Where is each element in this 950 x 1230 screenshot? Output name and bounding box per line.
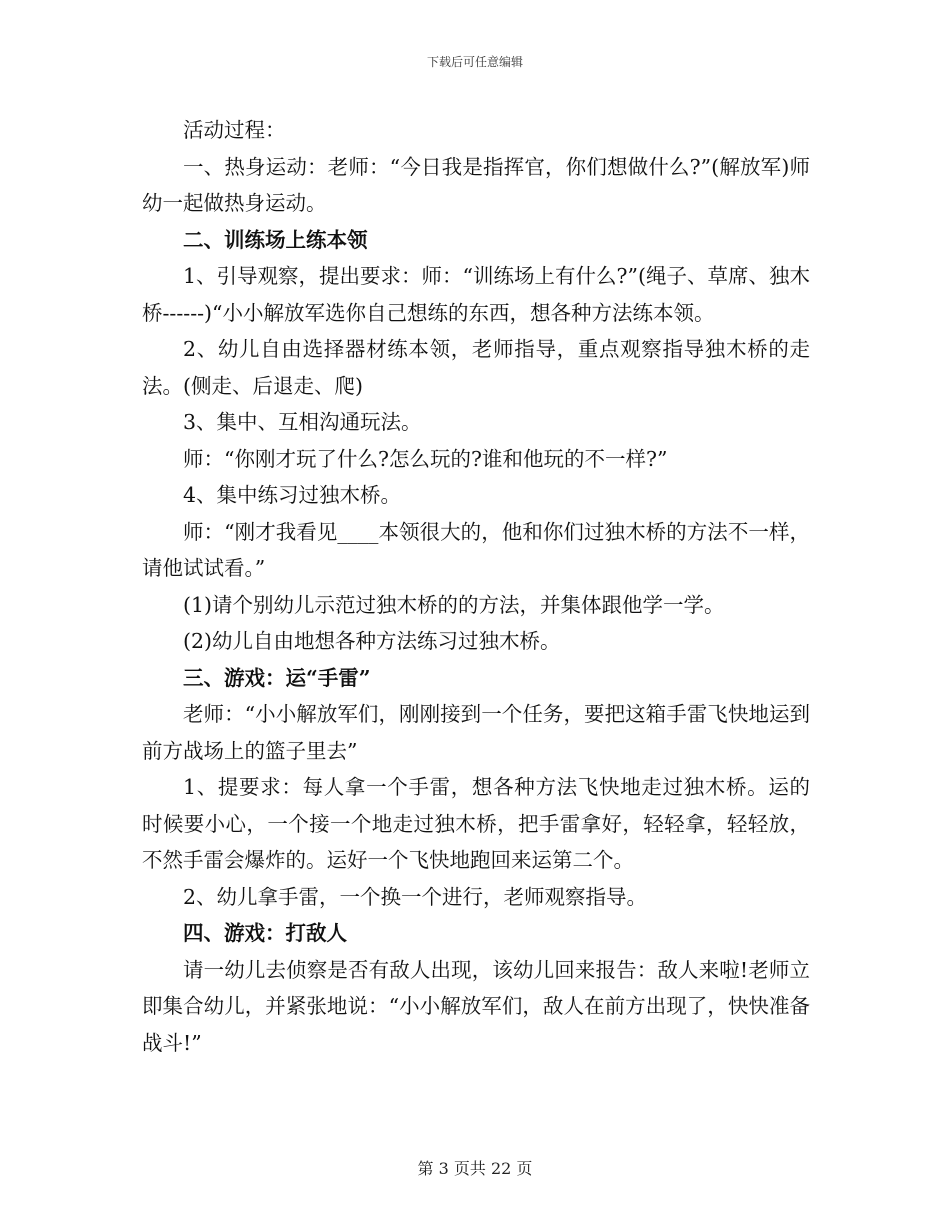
paragraph-activity-process: 活动过程： bbox=[183, 118, 286, 142]
heading-enemy-game: 四、游戏：打敌人 bbox=[183, 921, 347, 945]
paragraph-scout: 请一幼儿去侦察是否有敌人出现，该幼儿回来报告：敌人来啦!老师立即集合幼儿，并紧张地说：“小小解放军们，敌人在前方出现了，快快准备战斗!” bbox=[142, 957, 810, 1055]
paragraph-teacher-question: 师：“你刚才玩了什么?怎么玩的?谁和他玩的不一样?” bbox=[183, 446, 668, 471]
paragraph-step-4: 4、集中练习过独木桥。 bbox=[183, 483, 402, 507]
paragraph-sub-2: (2)幼儿自由地想各种方法练习过独木桥。 bbox=[183, 629, 561, 653]
paragraph-requirements: 1、提要求：每人拿一个手雷，想各种方法飞快地走过独木桥。运的时候要小心，一个接一个地走过独木桥，把手雷拿好，轻轻拿，轻轻放，不然手雷会爆炸的。运好一个飞快地跑回来运第二个。 bbox=[142, 775, 810, 872]
document-body bbox=[142, 112, 810, 1061]
paragraph-warmup: 一、热身运动：老师：“今日我是指挥官，你们想做什么?”(解放军)师幼一起做热身运动。 bbox=[142, 154, 810, 215]
paragraph-children-carry: 2、幼儿拿手雷，一个换一个进行，老师观察指导。 bbox=[183, 884, 648, 909]
heading-training: 二、训练场上练本领 bbox=[183, 227, 368, 252]
paragraph-teacher-demo: 师：“刚才我看见____本领很大的，他和你们过独木桥的方法不一样，请他试试看。” bbox=[142, 519, 810, 580]
paragraph-sub-1: (1)请个别幼儿示范过独木桥的的方法，并集体跟他学一学。 bbox=[183, 592, 725, 617]
paragraph-step-2: 2、幼儿自由选择器材练本领，老师指导，重点观察指导独木桥的走法。(侧走、后退走、爬) bbox=[142, 337, 810, 398]
paragraph-step-3: 3、集中、互相沟通玩法。 bbox=[183, 410, 422, 434]
heading-grenade-game: 三、游戏：运“手雷” bbox=[183, 665, 371, 690]
paragraph-teacher-task: 老师：“小小解放军们，刚刚接到一个任务，要把这箱手雷飞快地运到前方战场上的篮子里去” bbox=[142, 702, 810, 763]
paragraph-step-1: 1、引导观察，提出要求：师：“训练场上有什么?”(绳子、草席、独木桥------)“小小解放军选你自己想练的东西，想各种方法练本领。 bbox=[142, 264, 810, 325]
page-footer: 第 3 页共 22 页 bbox=[417, 1159, 533, 1178]
page-header: 下载后可任意编辑 bbox=[426, 55, 523, 69]
